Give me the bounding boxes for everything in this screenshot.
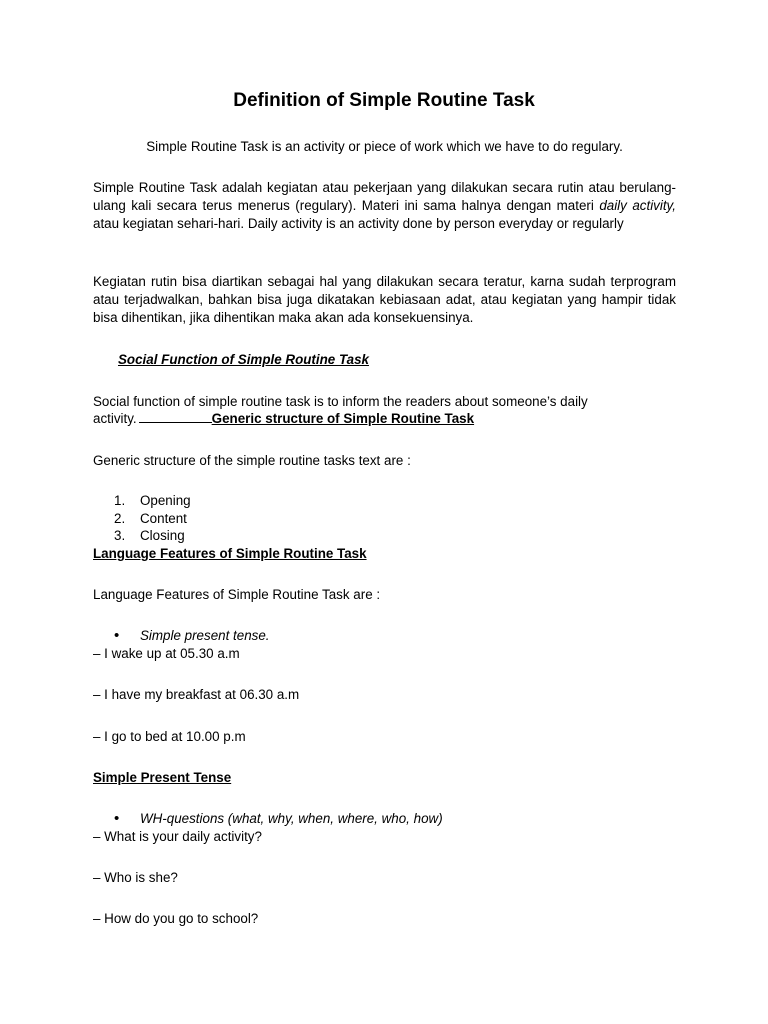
list-item-text: Closing	[140, 528, 185, 543]
language-features-intro: Language Features of Simple Routine Task are :	[93, 587, 381, 602]
example-line: – Who is she?	[93, 870, 178, 885]
list-number: 1.	[114, 493, 126, 508]
list-item	[114, 527, 185, 545]
bullet-text: WH-questions (what, why, when, where, who, how)	[140, 811, 443, 826]
bullet-icon: •	[114, 627, 120, 644]
bullet-icon: •	[114, 810, 120, 827]
social-function-text-line2	[93, 410, 474, 428]
bullet-item	[114, 627, 270, 645]
social-function-text-line1: Social function of simple routine task is to inform the readers about someone’s daily	[93, 394, 588, 409]
paragraph-1	[93, 179, 676, 233]
simple-present-tense-heading: Simple Present Tense	[93, 770, 232, 785]
list-number: 2.	[114, 511, 126, 526]
language-features-heading: Language Features of Simple Routine Task	[93, 546, 367, 561]
bullet-text: Simple present tense.	[140, 628, 270, 643]
page-title: Definition of Simple Routine Task	[233, 90, 535, 111]
paragraph-1-italic: daily activity,	[599, 198, 676, 213]
generic-structure-heading: Generic structure of Simple Routine Task	[211, 411, 475, 426]
social-function-text-end: activity.	[93, 411, 137, 426]
social-function-heading	[118, 351, 369, 369]
list-item-text: Content	[140, 511, 187, 526]
paragraph-2: Kegiatan rutin bisa diartikan sebagai hal yang dilakukan secara teratur, karna sudah terprogram atau terjadwalkan, bahkan bisa juga dikatakan kebiasaan adat, atau kegiatan yang hampir tidak bisa dihentikan, jika dihentikan maka akan ada konsekuensinya.	[93, 274, 676, 325]
example-line: – I have my breakfast at 06.30 a.m	[93, 687, 300, 702]
example-line: – I wake up at 05.30 a.m	[93, 646, 240, 661]
list-item	[114, 510, 187, 528]
bullet-item	[114, 810, 443, 828]
blank-underline	[139, 410, 212, 423]
paragraph-1-text-a: Simple Routine Task adalah kegiatan atau pekerjaan yang dilakukan secara rutin atau berulang-ulang kali secara terus menerus (regulary). Materi ini sama halnya dengan materi	[93, 180, 676, 213]
social-function-heading-text: Social Function of Simple Routine Task	[118, 352, 369, 367]
generic-structure-intro: Generic structure of the simple routine tasks text are :	[93, 453, 411, 468]
list-item-text: Opening	[140, 493, 191, 508]
list-number: 3.	[114, 528, 126, 543]
list-item	[114, 492, 191, 510]
example-line: – I go to bed at 10.00 p.m	[93, 729, 246, 744]
intro-text: Simple Routine Task is an activity or piece of work which we have to do regulary.	[146, 139, 623, 154]
example-line: – What is your daily activity?	[93, 829, 262, 844]
paragraph-1-text-b: atau kegiatan sehari-hari. Daily activity is an activity done by person everyday or regularly	[93, 216, 624, 231]
example-line: – How do you go to school?	[93, 911, 259, 926]
